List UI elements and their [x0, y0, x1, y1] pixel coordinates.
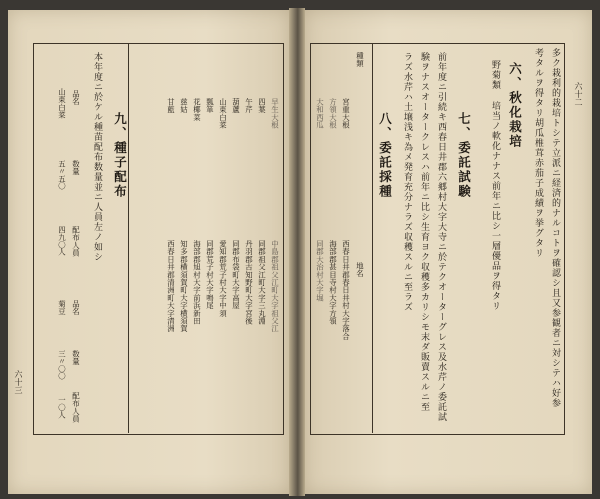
table-row-8-kind: 慈姑 — [179, 98, 189, 114]
table-row-9-place: 西春日井郡清洲町大字清洲 — [166, 240, 176, 333]
page-number-right: 六十二 — [574, 82, 583, 106]
s9-row-1-people-1: 四九〇人 — [57, 226, 67, 256]
table-row-8-place: 知多郡横須賀町大字横須賀 — [179, 240, 189, 333]
section8-row-1-place: 西春日井郡春日井村大字落合 — [341, 240, 351, 341]
table-row-5-place: 愛知郡荒子村大字中須 — [218, 240, 228, 317]
section9-heading: 九、種子配布 — [112, 112, 128, 199]
intro-line-2: 考タルヲ得タリ胡瓜椎茸赤茄子成績ヲ挙グタリ — [533, 48, 543, 258]
section9-line-1: 本年度ニ於ケル種苗配布数量並ニ人員左ノ如シ — [92, 52, 102, 262]
table-row-7-kind: 花椰菜 — [192, 98, 202, 122]
table-row-7-place: 海部郡旭村大字前浜新田 — [192, 240, 202, 325]
table-row-3-kind: 午芹 — [244, 98, 254, 114]
section8-header-place: 地名 — [355, 262, 365, 278]
s9-row-1-people-2: 一〇人 — [57, 396, 67, 419]
s9-header-qty-2: 数量 — [71, 350, 81, 366]
s9-header-name-2: 品名 — [71, 300, 81, 316]
section8-heading: 八、委託採種 — [377, 112, 393, 199]
section7-line-2: 験ヲナスオータークレスハ前年ニ比シ生育ヨク収穫多カリシモ末ダ販賣スルニ至 — [419, 52, 429, 412]
page-number-left: 六十三 — [14, 370, 23, 394]
section6-line-1: 野菊類 培当ノ軟化ナナス前年ニ比シ一層優品ヲ得タリ — [490, 60, 500, 311]
section7-line-3: ラズ水芹ハ土壌浅キ為メ発育充分ナラズ収穫スルニ至ラズ — [402, 52, 412, 312]
section8-divider — [372, 43, 373, 433]
table-row-1-place: 中島郡祖父江町大字祖父江 — [270, 240, 280, 333]
table-row-4-kind: 葫蘆 — [231, 98, 241, 114]
table-row-2-kind: 四葉 — [257, 98, 267, 114]
section6-heading: 六、秋化栽培 — [507, 62, 523, 149]
s9-row-1-qty-2: 三〃〇〇 — [57, 350, 67, 380]
s9-row-1-name-2: 菊豆 — [57, 300, 67, 316]
section8-row-3-kind: 大和西瓜 — [315, 98, 325, 129]
s9-header-people-2: 配布人員 — [71, 392, 81, 423]
s9-row-1-name-1: 山東白菜 — [57, 88, 67, 119]
s9-header-qty-1: 数量 — [71, 160, 81, 176]
section8-row-2-place: 海部郡甚目寺村大字方領 — [328, 240, 338, 325]
section8-row-1-kind: 宮重大根 — [341, 98, 351, 129]
table-row-3-place: 丹羽郡古知野町大字宮後 — [244, 240, 254, 325]
section8-row-2-kind: 方領大根 — [328, 98, 338, 129]
book-gutter — [289, 8, 305, 496]
section8-row-3-place: 同郡大治村大字堀 — [315, 240, 325, 302]
intro-line-1: 多ク栽利的栽培トシテ立派ニ経済的ナルコトヲ確認シ且又参観者ニ対シテハ好参 — [550, 48, 560, 408]
s9-row-1-qty-1: 五〃五〇 — [57, 160, 67, 190]
table-row-4-place: 同郡布袋町大字高屋 — [231, 240, 241, 310]
table-row-6-kind: 瓢箪 — [205, 98, 215, 114]
table-row-9-kind: 甘藍 — [166, 98, 176, 114]
section7-heading: 七、委託試験 — [456, 112, 472, 199]
s9-header-name-1: 品名 — [71, 90, 81, 106]
table-row-2-place: 同郡祖父江町大字三丸淵 — [257, 240, 267, 325]
s9-header-people-1: 配布人員 — [71, 226, 81, 257]
section7-line-1: 前年度ニ引続キ西春日井郡六郷村大字大寺ニ於テクオーターグレス及水芹ノ委託試 — [436, 52, 446, 422]
section8-header-kind: 種類 — [355, 52, 365, 68]
section9-divider — [128, 43, 129, 433]
table-row-5-kind: 山東白菜 — [218, 98, 228, 129]
table-row-1-kind: 早生大根 — [270, 98, 280, 129]
table-row-6-place: 同郡荒子村大字鳴尾 — [205, 240, 215, 310]
